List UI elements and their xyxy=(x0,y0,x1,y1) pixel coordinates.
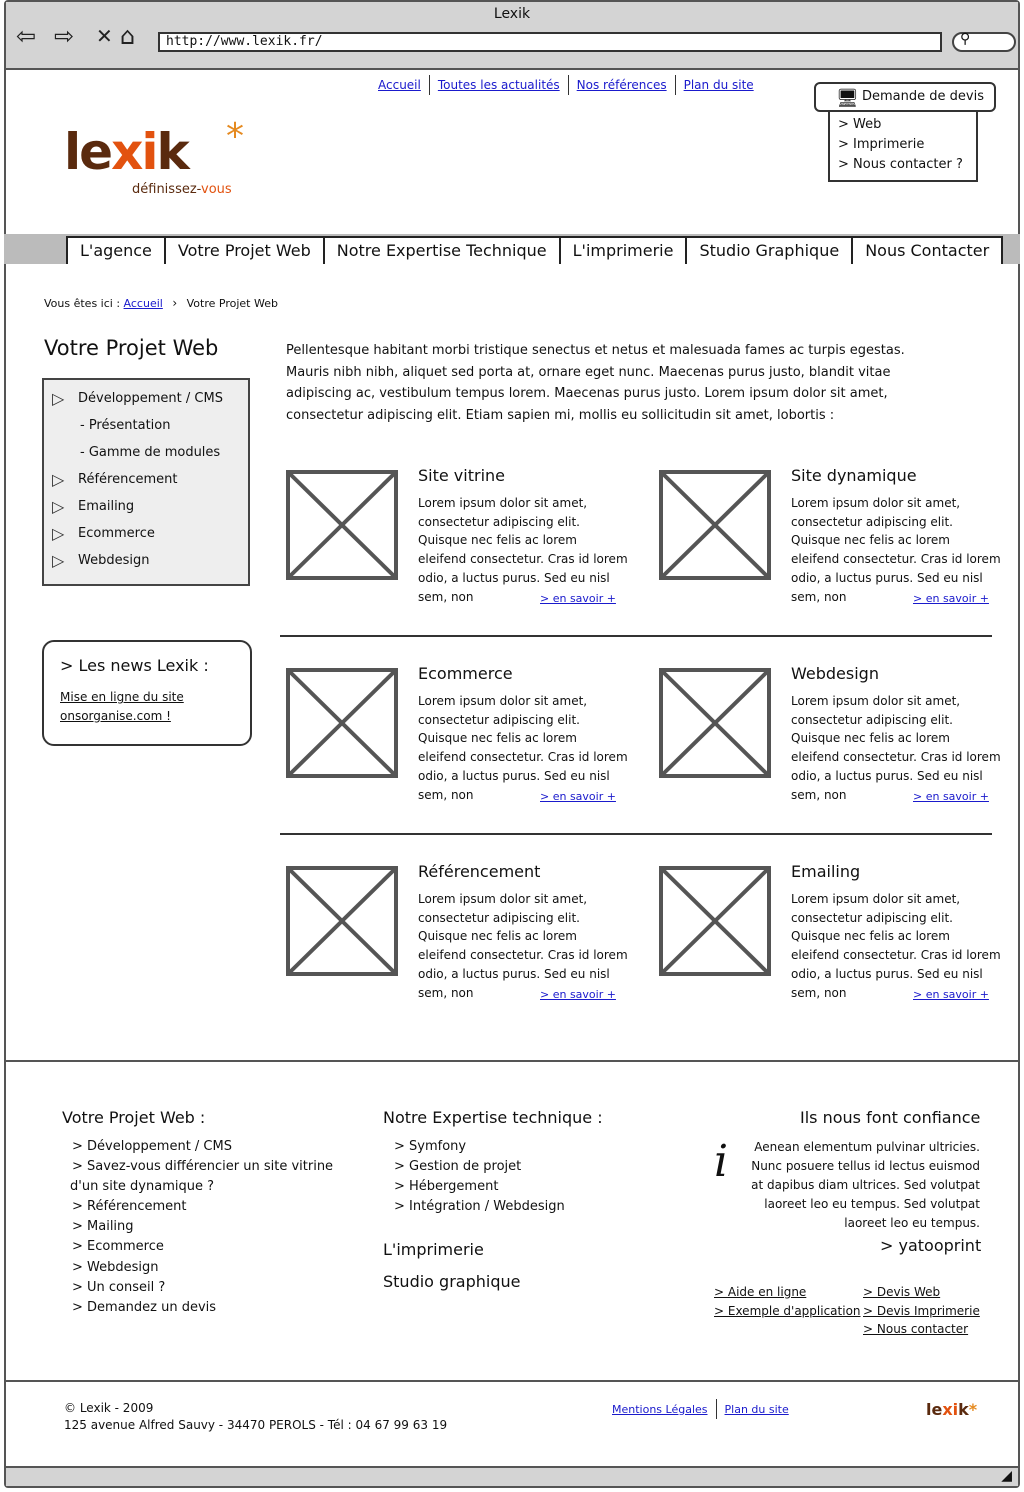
side-item-ecommerce[interactable]: ▷ Ecommerce xyxy=(44,521,248,547)
footer-link[interactable]: > Développement / CMS xyxy=(72,1139,232,1154)
card-more-link[interactable]: > en savoir + xyxy=(913,592,989,605)
image-placeholder-icon xyxy=(659,866,771,976)
breadcrumb xyxy=(44,296,278,310)
side-menu xyxy=(42,378,250,586)
browser-statusbar xyxy=(6,1466,1018,1486)
breadcrumb-home-link[interactable]: Accueil xyxy=(123,297,163,310)
image-placeholder-icon xyxy=(286,866,398,976)
address-bar[interactable]: http://www.lexik.fr/ xyxy=(158,32,942,52)
image-placeholder-icon xyxy=(659,470,771,580)
side-item-webdesign[interactable]: ▷ Webdesign xyxy=(44,548,248,574)
image-placeholder-icon xyxy=(286,470,398,580)
card-site-dynamique xyxy=(659,466,999,616)
main-nav xyxy=(4,234,1020,264)
card-more-link[interactable]: > en savoir + xyxy=(540,790,616,803)
footer-devis-web-link[interactable]: > Devis Web xyxy=(863,1285,941,1299)
page-title: Votre Projet Web xyxy=(44,336,219,360)
news-box xyxy=(42,640,252,746)
card-more-link[interactable]: > en savoir + xyxy=(913,988,989,1001)
card-body: Lorem ipsum dolor sit amet, consectetur adipiscing elit. Quisque nec felis ac lorem eleifend consectetur. Cras id lorem odio, a luctus purus. Sed eu nisl sem, non xyxy=(418,694,628,802)
triangle-right-icon: ▷ xyxy=(52,551,65,570)
side-item-modules[interactable]: - Gamme de modules xyxy=(80,445,221,460)
card-title: Ecommerce xyxy=(418,664,513,683)
logo-star: * xyxy=(226,116,244,157)
legal-links xyxy=(604,1398,797,1420)
devis-menu-contact[interactable]: > Nous contacter ? xyxy=(838,157,963,172)
side-item-referencement[interactable]: ▷ Référencement xyxy=(44,467,248,493)
nav-tab-projet-web[interactable]: Votre Projet Web xyxy=(164,236,325,264)
resize-grip-icon[interactable]: ◢ xyxy=(1001,1468,1012,1484)
footer-studio-link[interactable]: Studio graphique xyxy=(383,1272,521,1291)
side-item-presentation[interactable]: - Présentation xyxy=(80,418,171,433)
footer-col1-title: Votre Projet Web : xyxy=(62,1108,206,1127)
triangle-right-icon: ▷ xyxy=(52,497,65,516)
image-placeholder-icon xyxy=(659,668,771,778)
footer-link[interactable]: > Ecommerce xyxy=(72,1239,164,1255)
side-item-emailing[interactable]: ▷ Emailing xyxy=(44,494,248,520)
top-link-accueil[interactable]: Accueil xyxy=(378,78,421,92)
footer-link[interactable]: > Gestion de projet xyxy=(394,1159,522,1175)
footer-link[interactable]: > Mailing xyxy=(72,1219,134,1235)
divider xyxy=(280,833,992,835)
triangle-right-icon: ▷ xyxy=(52,389,65,408)
copyright xyxy=(64,1400,447,1434)
lexik-logo[interactable] xyxy=(64,116,264,206)
card-title: Site vitrine xyxy=(418,466,505,485)
card-ecommerce xyxy=(286,664,626,814)
footer-contact-link[interactable]: > Nous contacter xyxy=(863,1322,969,1336)
card-title: Webdesign xyxy=(791,664,879,683)
browser-search-field[interactable] xyxy=(952,32,1016,52)
footer-col1-list xyxy=(72,1137,362,1318)
devis-menu-web[interactable]: > Web xyxy=(838,117,882,132)
nav-tab-contact[interactable]: Nous Contacter xyxy=(851,236,1003,264)
card-more-link[interactable]: > en savoir + xyxy=(540,592,616,605)
logo-tagline: définissez-vous xyxy=(132,182,232,197)
nav-tab-studio[interactable]: Studio Graphique xyxy=(685,236,853,264)
footer-col2-list xyxy=(394,1137,654,1217)
devis-label: Demande de devis xyxy=(862,89,984,104)
news-title: > Les news Lexik : xyxy=(60,656,209,675)
footer-link[interactable]: > Webdesign xyxy=(72,1259,159,1275)
card-body: Lorem ipsum dolor sit amet, consectetur adipiscing elit. Quisque nec felis ac lorem eleifend consectetur. Cras id lorem odio, a luctus purus. Sed eu nisl sem, non xyxy=(791,892,1001,1000)
card-body: Lorem ipsum dolor sit amet, consectetur adipiscing elit. Quisque nec felis ac lorem eleifend consectetur. Cras id lorem odio, a luctus purus. Sed eu nisl sem, non xyxy=(418,496,628,604)
search-icon: ⚲ xyxy=(960,31,971,47)
home-icon[interactable]: ⌂ xyxy=(120,22,136,50)
back-arrow-icon[interactable]: ⇦ xyxy=(16,22,37,50)
card-site-vitrine xyxy=(286,466,626,616)
breadcrumb-current: Votre Projet Web xyxy=(186,297,278,310)
card-body: Lorem ipsum dolor sit amet, consectetur adipiscing elit. Quisque nec felis ac lorem eleifend consectetur. Cras id lorem odio, a luctus purus. Sed eu nisl sem, non xyxy=(791,496,1001,604)
footer-link-continuation[interactable]: d'un site dynamique ? xyxy=(70,1179,214,1195)
footer-logo[interactable]: lexik* xyxy=(926,1400,978,1419)
footer-link[interactable]: > Hébergement xyxy=(394,1179,499,1195)
forward-arrow-icon[interactable]: ⇨ xyxy=(54,22,75,50)
nav-tab-agence[interactable]: L'agence xyxy=(66,236,166,264)
footer-link[interactable]: > Intégration / Webdesign xyxy=(394,1199,565,1215)
trust-text: Aenean elementum pulvinar ultricies. Nunc posuere tellus id lectus euismod at dapibus diam ultrices. Sed volutpat laoreet leo eu tempus. Sed volutpat laoreet leo eu tempus. xyxy=(751,1140,980,1230)
card-body: Lorem ipsum dolor sit amet, consectetur adipiscing elit. Quisque nec felis ac lorem eleifend consectetur. Cras id lorem odio, a luctus purus. Sed eu nisl sem, non xyxy=(791,694,1001,802)
card-more-link[interactable]: > en savoir + xyxy=(913,790,989,803)
info-icon: i xyxy=(714,1136,729,1187)
nav-tab-expertise[interactable]: Notre Expertise Technique xyxy=(323,236,561,264)
browser-titlebar xyxy=(6,2,1018,70)
image-placeholder-icon xyxy=(286,668,398,778)
card-webdesign xyxy=(659,664,999,814)
news-link[interactable]: Mise en ligne du site onsorganise.com ! xyxy=(60,690,184,723)
close-icon[interactable]: ✕ xyxy=(96,24,113,48)
breadcrumb-prefix: Vous êtes ici : xyxy=(44,297,121,310)
devis-dropdown-button[interactable] xyxy=(814,82,996,112)
footer-imprimerie-link[interactable]: L'imprimerie xyxy=(383,1240,484,1259)
card-title: Emailing xyxy=(791,862,861,881)
footer-link[interactable]: > Symfony xyxy=(394,1139,467,1154)
card-emailing xyxy=(659,862,999,1012)
footer-link[interactable]: > Demandez un devis xyxy=(72,1299,217,1315)
logo-wordmark: lexik xyxy=(64,123,188,181)
triangle-right-icon: ▷ xyxy=(52,524,65,543)
footer-aide-link[interactable]: > Aide en ligne xyxy=(714,1285,807,1299)
devis-menu-imprimerie[interactable]: > Imprimerie xyxy=(838,137,925,152)
top-link-references[interactable]: Nos références xyxy=(576,78,667,92)
copyright-line: © Lexik - 2009 xyxy=(64,1401,154,1415)
intro-text: Pellentesque habitant morbi tristique senectus et netus et malesuada fames ac turpis egestas. Mauris nibh nibh, aliquet sed porta at, ornare eget nunc. Maecenas purus justo, blandit vitae adipiscing ac, vestibulum tempus lorem. Maecenas purus justo. Lorem ipsum dolor sit amet, consectetur adipiscing elit. Etiam sapien mi, mollis eu sollicitudin sit amet, lobortis : xyxy=(286,343,905,423)
card-title: Site dynamique xyxy=(791,466,917,485)
window-title: Lexik xyxy=(493,6,531,22)
address-line: 125 avenue Alfred Sauvy - 34470 PEROLS - Tél : 04 67 99 63 19 xyxy=(64,1418,448,1432)
card-body: Lorem ipsum dolor sit amet, consectetur adipiscing elit. Quisque nec felis ac lorem eleifend consectetur. Cras id lorem odio, a luctus purus. Sed eu nisl sem, non xyxy=(418,892,628,1000)
footer-col2-title: Notre Expertise technique : xyxy=(383,1108,603,1127)
monitor-icon: 🖥 xyxy=(836,88,859,109)
top-link-actualites[interactable]: Toutes les actualités xyxy=(437,78,560,92)
card-referencement xyxy=(286,862,626,1012)
footer-col3-title: Ils nous font confiance xyxy=(800,1108,981,1127)
footer-link[interactable]: > Référencement xyxy=(72,1199,187,1215)
side-item-developpement[interactable]: ▷ Développement / CMS xyxy=(44,386,248,412)
devis-menu xyxy=(828,112,978,182)
legal-link[interactable]: Mentions Légales xyxy=(612,1402,708,1416)
footer-bottom-divider xyxy=(4,1380,1020,1382)
footer-link[interactable]: > Un conseil ? xyxy=(72,1279,166,1295)
footer-link[interactable]: > Savez-vous différencier un site vitrine xyxy=(72,1159,334,1175)
nav-tab-imprimerie[interactable]: L'imprimerie xyxy=(559,236,688,264)
yatooprint-link[interactable]: > yatooprint xyxy=(880,1236,982,1255)
card-title: Référencement xyxy=(418,862,541,881)
top-links xyxy=(370,74,762,96)
footer-exemple-link[interactable]: > Exemple d'application xyxy=(714,1304,861,1318)
footer-devis-imprimerie-link[interactable]: > Devis Imprimerie xyxy=(863,1304,980,1318)
card-more-link[interactable]: > en savoir + xyxy=(540,988,616,1001)
top-link-plan[interactable]: Plan du site xyxy=(683,78,754,92)
footer-divider xyxy=(4,1060,1020,1062)
plan-link[interactable]: Plan du site xyxy=(724,1402,789,1416)
triangle-right-icon: ▷ xyxy=(52,470,65,489)
chevron-right-icon: › xyxy=(172,296,178,310)
divider xyxy=(280,635,992,637)
